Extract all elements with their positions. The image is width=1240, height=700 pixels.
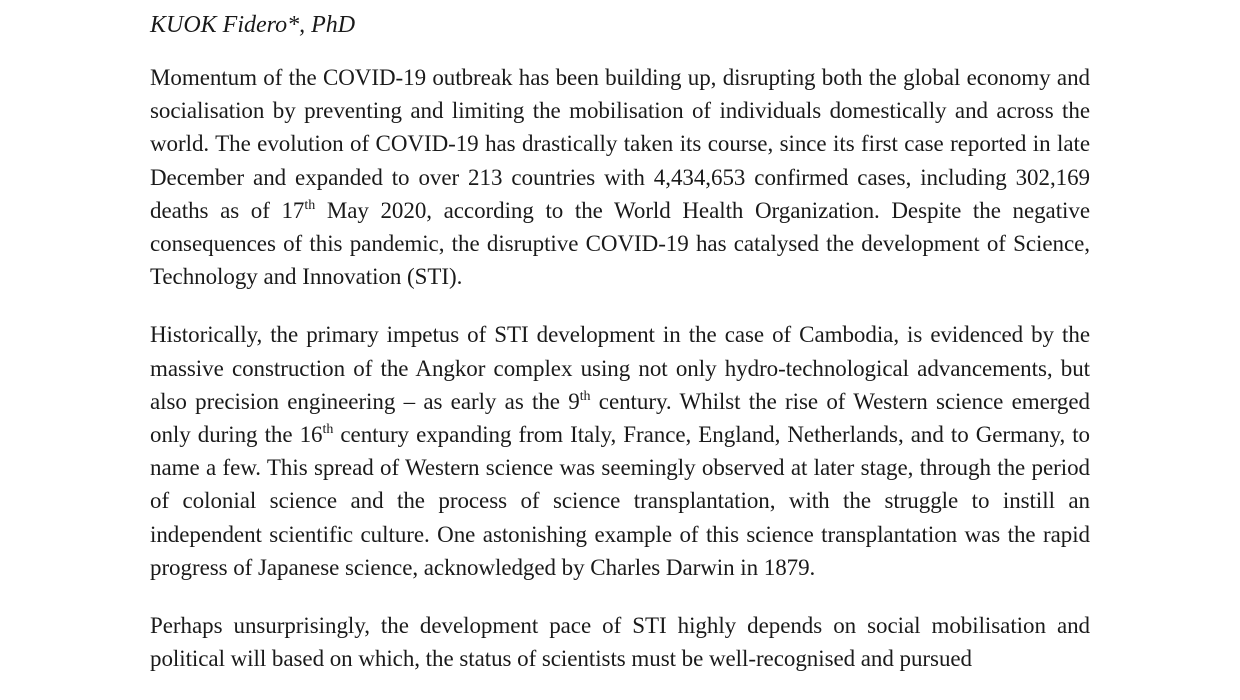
paragraph-covid-outbreak	[150, 61, 1090, 293]
ordinal-superscript: th	[322, 422, 334, 438]
paragraph-sti-pace	[150, 609, 1090, 675]
ordinal-superscript: th	[304, 197, 316, 213]
document-page	[150, 6, 1090, 700]
author-line: KUOK Fidero*, PhD	[150, 12, 356, 38]
paragraph-text: Momentum of the COVID-19 outbreak has been building up, disrupting both the global economy and socialisation by preventing and limiting the mobilisation of individuals domestically and across the world. The evolution of COVID-19 has drastically taken its course, since its first case reported in late December and expanded to over 213 countries with 4,434,653 confirmed cases, including 302,169 deaths as of 17	[150, 65, 1090, 223]
paragraph-text: Historically, the primary impetus of STI development in the case of Cambodia, is evidenced by the massive construction of the Angkor complex using not only hydro-technological advancements, but also precision engineering – as early as the 9	[150, 322, 1090, 414]
paragraph-text: May 2020, according to the World Health Organization. Despite the negative consequences of this pandemic, the disruptive COVID-19 has catalysed the development of Science, Technology and Innovation (STI).	[150, 197, 1091, 290]
ordinal-superscript: th	[579, 388, 591, 404]
paragraph-text: century expanding from Italy, France, England, Netherlands, and to Germany, to name a few. This spread of Western science was seemingly observed at later stage, through the period of colonial science and the process of science transplantation, with the struggle to instill an independent scientific culture. One astonishing example of this science transplantation was the rapid progress of Japanese science, acknowledged by Charles Darwin in 1879.	[150, 422, 1091, 580]
paragraph-text: century. Whilst the rise of Western science emerged only during the 16	[150, 388, 1090, 448]
paragraph-text: Perhaps unsurprisingly, the development pace of STI highly depends on social mobilisation and political will based on which, the status of scientists must be well-recognised and pursued	[150, 613, 1090, 672]
paragraph-sti-history	[150, 318, 1090, 584]
